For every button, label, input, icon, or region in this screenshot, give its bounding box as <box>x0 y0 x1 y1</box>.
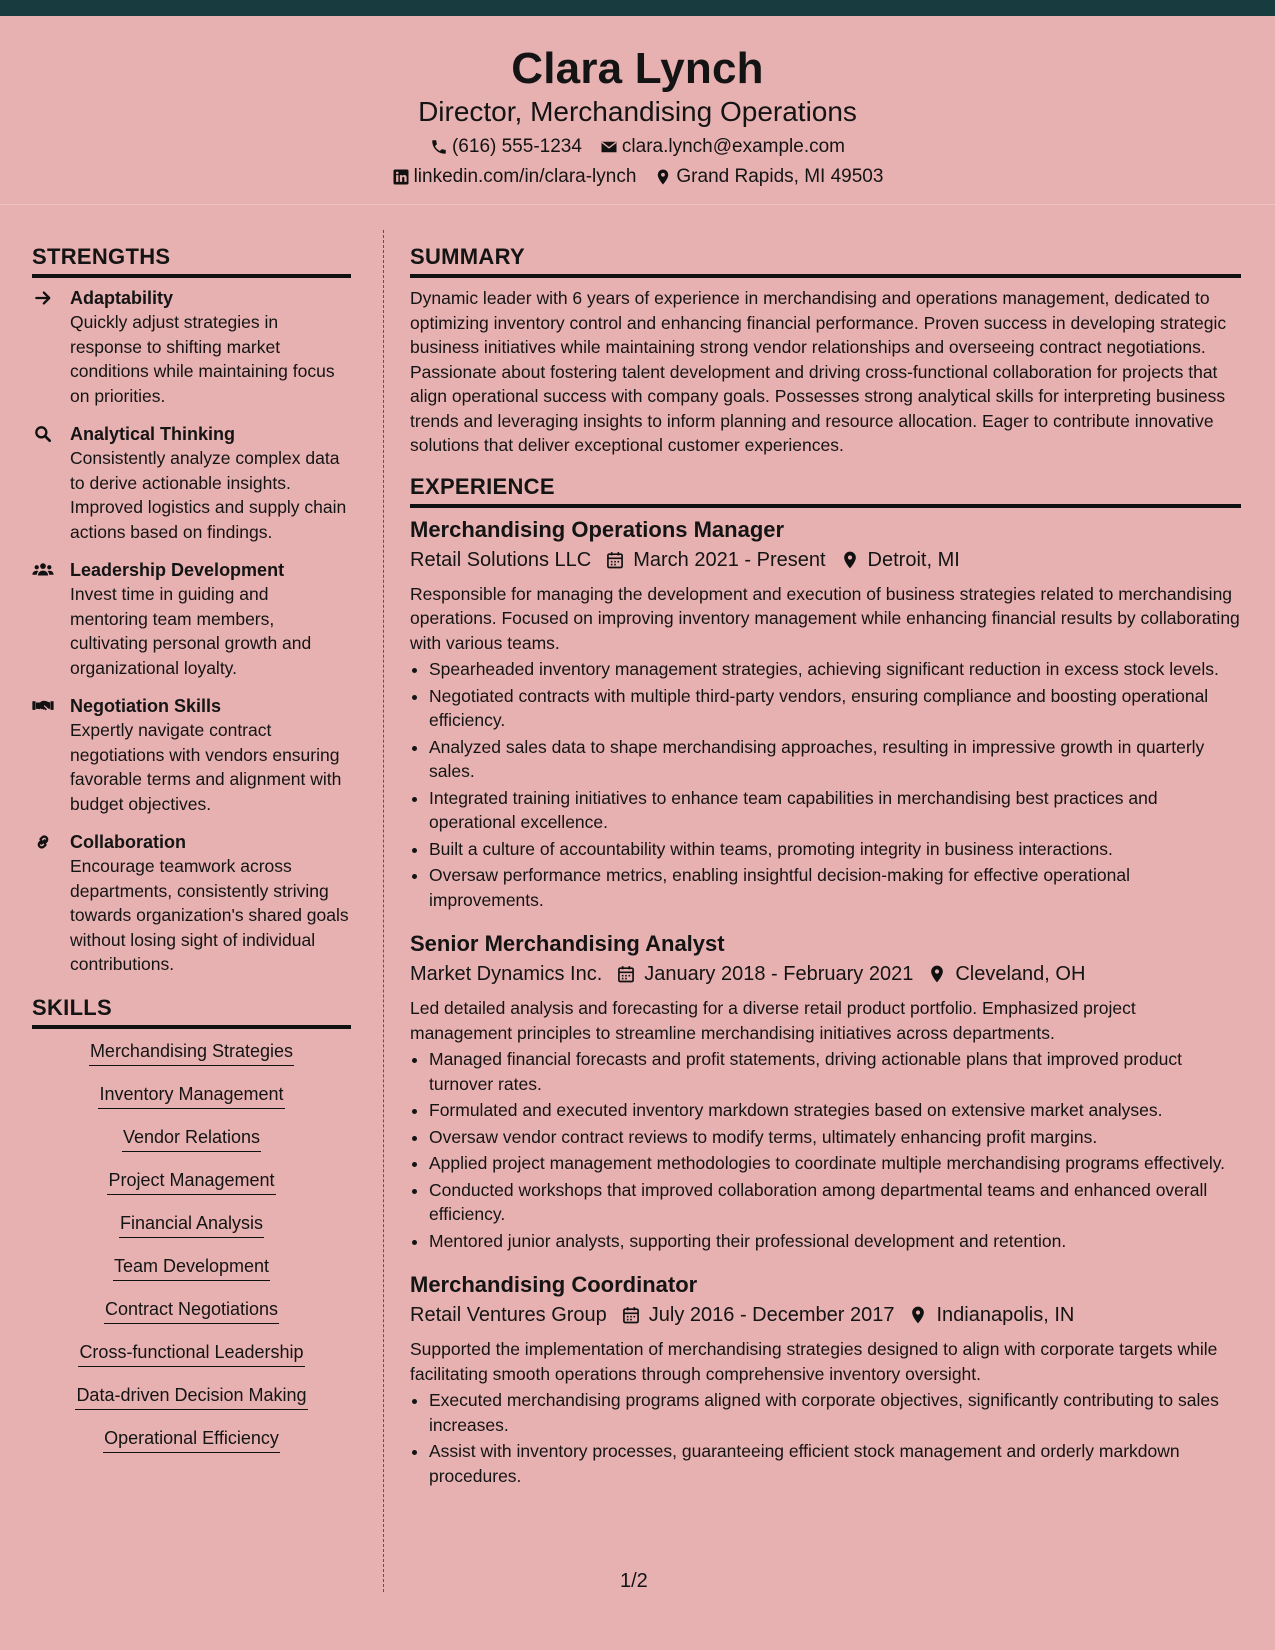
location-text: Grand Rapids, MI 49503 <box>676 166 884 188</box>
phone-text: (616) 555-1234 <box>451 136 582 158</box>
map-pin-icon <box>654 168 672 186</box>
users-icon <box>32 560 54 580</box>
strength-item <box>32 422 351 544</box>
bullet-item: • Mentored junior analysts, supporting their professional development and retention. <box>429 1229 1241 1254</box>
strength-item <box>32 558 351 680</box>
location-contact <box>654 166 883 188</box>
job-dates: July 2016 - December 2017 <box>648 1304 895 1326</box>
skill-tag: Team Development <box>113 1254 270 1281</box>
email-contact[interactable] <box>600 136 845 158</box>
skill-tag: Vendor Relations <box>122 1125 261 1152</box>
strength-title: Leadership Development <box>70 560 285 580</box>
arrow-right-icon <box>32 288 54 308</box>
job-title: Merchandising Coordinator <box>410 1272 698 1297</box>
job-dates: January 2018 - February 2021 <box>644 963 914 985</box>
job-company: Market Dynamics Inc. <box>410 963 603 985</box>
envelope-icon <box>600 138 618 156</box>
bullet-item: • Built a culture of accountability within teams, promoting integrity in business interactions. <box>429 837 1241 862</box>
job-bullets <box>410 1047 1241 1253</box>
job-description: Responsible for managing the development and execution of business strategies related to merchandising operations. Focused on improving inventory management while enhancing financial results by collaborating with various teams. <box>410 583 1240 653</box>
email-text: clara.lynch@example.com <box>621 136 846 158</box>
job-description: Led detailed analysis and forecasting for a diverse retail product portfolio. Emphasized project management principles to streamline merchandising initiatives across departments. <box>410 998 1136 1043</box>
linkedin-contact[interactable] <box>392 166 637 188</box>
strength-item <box>32 694 351 816</box>
job-location: Indianapolis, IN <box>936 1304 1075 1326</box>
skill-tag: Merchandising Strategies <box>89 1039 294 1066</box>
bullet-item: • Analyzed sales data to shape merchandising approaches, resulting in impressive growth in quarterly sales. <box>429 735 1241 784</box>
strength-desc: Consistently analyze complex data to derive actionable insights. Improved logistics and supply chain actions based on findings. <box>70 448 347 542</box>
job-company: Retail Ventures Group <box>410 1304 607 1326</box>
strength-desc: Quickly adjust strategies in response to shifting market conditions while maintaining focus on priorities. <box>70 312 335 406</box>
skill-tag: Inventory Management <box>98 1082 284 1109</box>
contact-row-2 <box>0 166 1275 188</box>
linkedin-text: linkedin.com/in/clara-lynch <box>413 166 637 188</box>
job-bullets <box>410 1388 1241 1488</box>
search-icon <box>32 424 54 444</box>
job-bullets <box>410 657 1241 912</box>
bullet-item: • Oversaw vendor contract reviews to modify terms, ultimately enhancing profit margins. <box>429 1125 1241 1150</box>
job-entry <box>410 516 1241 913</box>
contact-row-1 <box>0 136 1275 158</box>
strength-title: Collaboration <box>70 832 186 852</box>
skills-heading: SKILLS <box>32 995 351 1029</box>
bullet-item: • Conducted workshops that improved collaboration among departmental teams and enhanced overall efficiency. <box>429 1178 1241 1227</box>
skills-list <box>32 1039 351 1453</box>
skill-tag: Cross-functional Leadership <box>78 1340 304 1367</box>
bullet-item: • Managed financial forecasts and profit statements, driving actionable plans that improved product turnover rates. <box>429 1047 1241 1096</box>
bullet-item: • Spearheaded inventory management strategies, achieving significant reduction in excess stock levels. <box>429 657 1241 682</box>
calendar-icon <box>621 1305 641 1325</box>
job-company: Retail Solutions LLC <box>410 548 592 571</box>
job-location: Detroit, MI <box>867 548 960 571</box>
strength-item <box>32 830 351 977</box>
job-description: Supported the implementation of merchandising strategies designed to align with corporate targets while facilitating smooth operations through comprehensive inventory oversight. <box>410 1339 1218 1384</box>
job-meta <box>410 960 1241 988</box>
strength-desc: Encourage teamwork across departments, consistently striving towards organization's shared goals without losing sight of individual contributions. <box>70 856 349 974</box>
skill-tag: Operational Efficiency <box>103 1426 280 1453</box>
header-divider <box>0 204 1275 205</box>
calendar-icon <box>616 964 636 984</box>
strength-title: Negotiation Skills <box>70 696 222 716</box>
column-divider <box>383 230 384 1592</box>
calendar-icon <box>605 550 625 570</box>
resume-header <box>0 16 1275 188</box>
map-pin-icon <box>908 1305 928 1325</box>
handshake-icon <box>32 696 54 716</box>
strengths-heading: STRENGTHS <box>32 244 351 278</box>
bullet-item: • Applied project management methodologies to coordinate multiple merchandising programs effectively. <box>429 1151 1241 1176</box>
strength-title: Analytical Thinking <box>70 424 236 444</box>
skill-tag: Project Management <box>107 1168 275 1195</box>
bullet-item: • Oversaw performance metrics, enabling insightful decision-making for effective operational improvements. <box>429 863 1241 912</box>
job-entry <box>410 1271 1241 1488</box>
summary-text: Dynamic leader with 6 years of experience in merchandising and operations management, dedicated to optimizing inventory control and enhancing financial performance. Proven success in developing strategic business initiatives while maintaining strong vendor relationships and overseeing contract negotiations. Passionate about fostering talent development and driving cross-functional collaboration for projects that align operational success with company goals. Possesses strong analytical skills for interpreting business trends and leveraging insights to inform planning and resource allocation. Eager to contribute innovative solutions that deliver exceptional customer experiences. <box>410 288 1227 455</box>
link-icon <box>32 832 54 852</box>
bullet-item: • Integrated training initiatives to enhance team capabilities in merchandising best practices and operational excellence. <box>429 786 1241 835</box>
strength-desc: Expertly navigate contract negotiations with vendors ensuring favorable terms and alignment with budget objectives. <box>70 720 342 814</box>
job-meta <box>410 546 1241 574</box>
job-dates: March 2021 - Present <box>633 548 826 571</box>
skill-tag: Financial Analysis <box>119 1211 264 1238</box>
job-title: Merchandising Operations Manager <box>410 516 785 542</box>
page-number: 1/2 <box>620 1570 648 1592</box>
map-pin-icon <box>840 550 860 570</box>
top-accent-bar <box>0 0 1275 16</box>
strength-desc: Invest time in guiding and mentoring team members, cultivating personal growth and organizational loyalty. <box>70 584 312 678</box>
skill-tag: Contract Negotiations <box>104 1297 279 1324</box>
strength-title: Adaptability <box>70 288 174 308</box>
linkedin-icon <box>392 168 410 186</box>
candidate-name: Clara Lynch <box>511 44 764 93</box>
job-meta <box>410 1301 1241 1329</box>
map-pin-icon <box>927 964 947 984</box>
phone-contact[interactable] <box>430 136 582 158</box>
bullet-item: • Assist with inventory processes, guaranteeing efficient stock management and orderly markdown procedures. <box>429 1439 1241 1488</box>
candidate-title: Director, Merchandising Operations <box>418 95 857 127</box>
left-column <box>32 244 351 1469</box>
strength-item <box>32 286 351 408</box>
bullet-item: • Negotiated contracts with multiple third-party vendors, ensuring compliance and boosting operational efficiency. <box>429 684 1241 733</box>
summary-heading: SUMMARY <box>410 244 1241 278</box>
job-entry <box>410 930 1241 1253</box>
right-column <box>410 244 1241 1506</box>
bullet-item: • Executed merchandising programs aligned with corporate objectives, significantly contributing to sales increases. <box>429 1388 1241 1437</box>
job-title: Senior Merchandising Analyst <box>410 931 725 956</box>
job-location: Cleveland, OH <box>955 963 1086 985</box>
phone-icon <box>430 138 448 156</box>
bullet-item: • Formulated and executed inventory markdown strategies based on extensive market analyses. <box>429 1098 1241 1123</box>
skill-tag: Data-driven Decision Making <box>75 1383 307 1410</box>
experience-heading: EXPERIENCE <box>410 474 1241 508</box>
